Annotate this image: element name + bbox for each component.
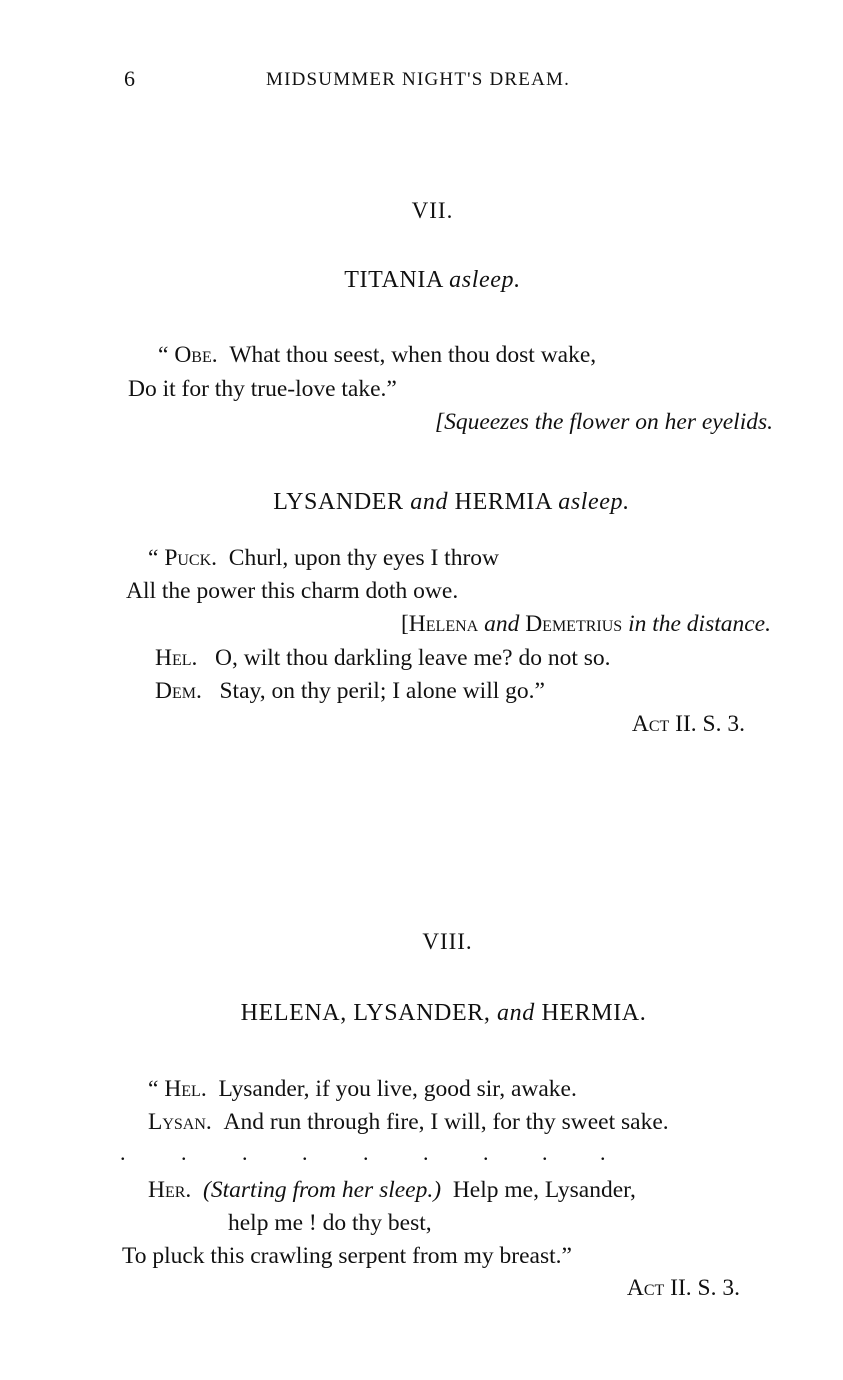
verse-line: Churl, upon thy eyes I throw <box>228 545 500 571</box>
speaker-her: Her. <box>148 1177 192 1203</box>
her-speech-line-1 <box>148 1177 636 1204</box>
quote-open: “ <box>158 342 175 368</box>
her-speech-line-2: help me ! do thy best, <box>228 1210 432 1236</box>
speaker-hel: Hel. <box>155 645 198 671</box>
obe-speech-line-2: Do it for thy true-love take.” <box>128 376 397 402</box>
quote-open: “ <box>148 545 165 571</box>
ellipsis-dot: . <box>302 1140 308 1165</box>
obe-speech-line-1 <box>158 342 596 369</box>
title-and: and <box>497 1000 535 1026</box>
stage-direction-squeezes <box>435 409 773 436</box>
section-vii-numeral: VII. <box>411 198 454 223</box>
title-b: HERMIA. <box>541 1000 647 1026</box>
verse-line: O, wilt thou darkling leave me? do not so. <box>215 645 611 671</box>
citation-act-ii-s-3: Act II. S. 3. <box>626 1275 740 1301</box>
ellipsis-dot: . <box>120 1140 126 1165</box>
title-main: TITANIA <box>344 267 443 293</box>
title-italic: asleep. <box>558 489 630 515</box>
speaker-puck: Puck. <box>164 545 218 571</box>
direction-and: and <box>484 611 520 637</box>
title-a: HELENA, LYSANDER, <box>240 1000 491 1026</box>
verse-line: Stay, on thy peril; I alone will go.” <box>219 678 545 704</box>
title-a: LYSANDER <box>273 489 404 515</box>
direction-name-helena: Helena <box>408 611 479 637</box>
puck-speech-line-2: All the power this charm doth owe. <box>126 578 459 604</box>
page-number: 6 <box>124 66 135 91</box>
direction-name-demetrius: Demetrius <box>525 611 623 637</box>
stage-direction-starting: (Starting from her sleep.) <box>203 1177 442 1203</box>
quote-open: “ <box>148 1076 165 1102</box>
ellipsis-dot: . <box>181 1140 187 1165</box>
lysan-speech-line <box>148 1109 669 1136</box>
speaker-dem: Dem. <box>155 678 202 704</box>
scene-title-helena-lysander-hermia <box>0 1000 843 1027</box>
her-speech-line-3: To pluck this crawling serpent from my breast.” <box>122 1243 572 1269</box>
ellipsis-dot: . <box>423 1140 429 1165</box>
dem-speech-line <box>155 678 545 705</box>
scene-title-lysander-hermia <box>0 489 843 516</box>
scene-title-titania <box>0 267 843 294</box>
speaker-lysan: Lysan. <box>148 1109 212 1135</box>
title-and: and <box>410 489 449 515</box>
ellipsis-dot: . <box>242 1140 248 1165</box>
verse-line: What thou seest, when thou dost wake, <box>229 342 597 368</box>
verse-line: And run through fire, I will, for thy sweet sake. <box>223 1109 669 1135</box>
bracket: [ <box>400 611 409 637</box>
speaker-obe: Obe. <box>174 342 218 368</box>
verse-line: Help me, Lysander, <box>452 1177 636 1203</box>
citation-act-ii-s-3: Act II. S. 3. <box>631 711 745 737</box>
verse-line: Lysander, if you live, good sir, awake. <box>218 1076 577 1102</box>
puck-speech-line-1 <box>148 545 499 572</box>
ellipsis-dot: . <box>483 1140 489 1165</box>
hel-speech-line <box>155 645 611 672</box>
hel-speech-line <box>148 1076 577 1103</box>
ellipsis-dot: . <box>600 1140 606 1165</box>
ellipsis-dot: . <box>363 1140 369 1165</box>
speaker-hel: Hel. <box>164 1076 207 1102</box>
stage-direction-helena-demetrius <box>401 611 771 638</box>
title-italic: asleep. <box>449 267 521 293</box>
direction-text: [Squeezes the flower on her eyelids. <box>434 409 773 435</box>
title-b: HERMIA <box>454 489 552 515</box>
ellipsis-dot: . <box>542 1140 548 1165</box>
section-viii-numeral: VIII. <box>422 929 473 954</box>
running-title: MIDSUMMER NIGHT'S DREAM. <box>266 69 571 90</box>
ellipsis-row <box>0 1140 843 1170</box>
direction-rest: in the distance. <box>628 611 771 637</box>
